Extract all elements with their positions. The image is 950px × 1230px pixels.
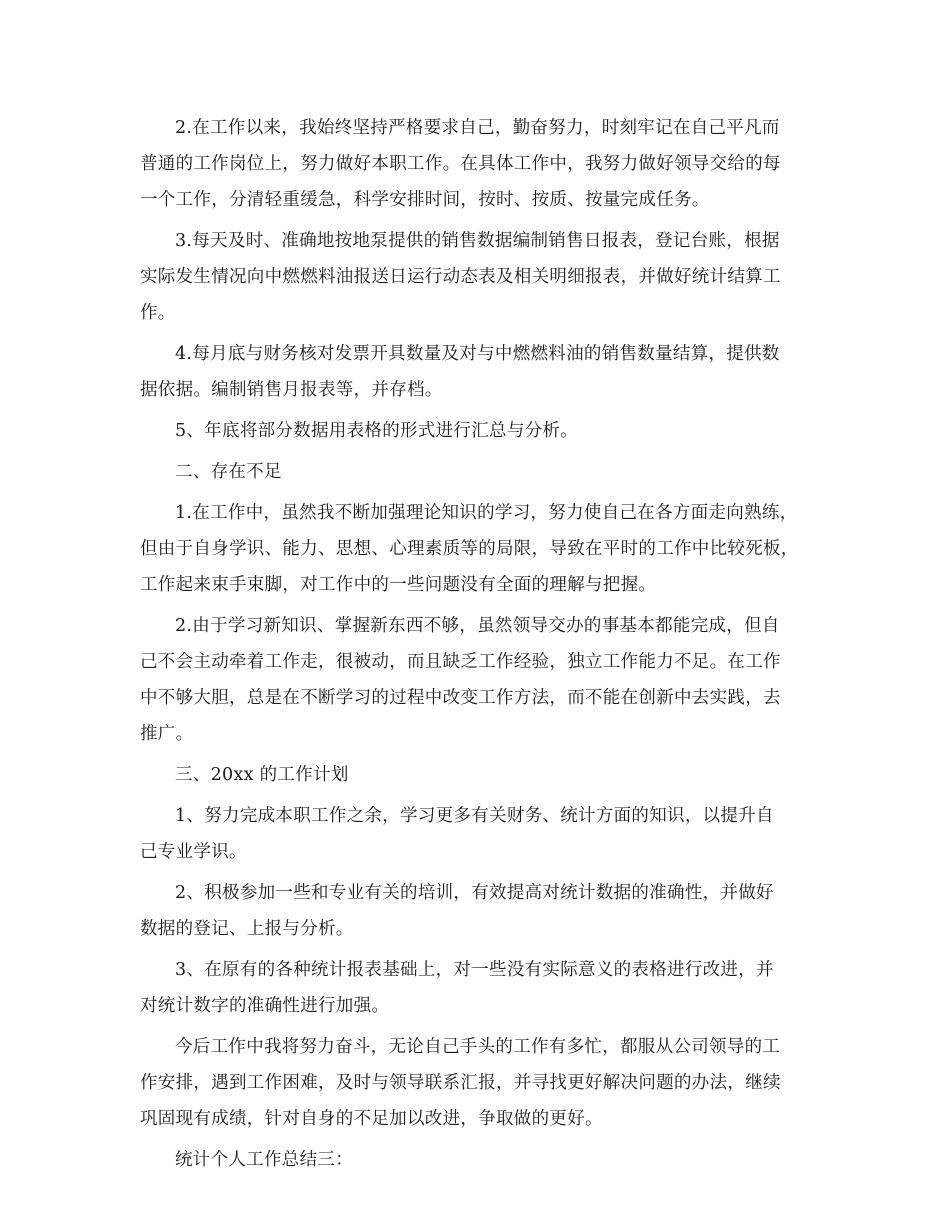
plan-item-1: 1、努力完成本职工作之余，学习更多有关财务、统计方面的知识，以提升自 己专业学识。 [140, 806, 774, 862]
plan-item-3: 3、在原有的各种统计报表基础上，对一些没有实际意义的表格进行改进，并 对统计数字的准确性进行加强。 [140, 960, 774, 1016]
paragraph-item-5: 5、年底将部分数据用表格的形式进行汇总与分析。 [175, 421, 579, 441]
paragraph-item-2: 2.在工作以来，我始终坚持严格要求自己，勤奋努力，时刻牢记在自己平凡而 普通的工作岗位上，努力做好本职工作。在具体工作中，我努力做好领导交给的每 一个工作，分清轻重缓急，科学安排时间，按时、按质、按量完成任务。 [140, 118, 781, 210]
shortcoming-item-1: 1.在工作中，虽然我不断加强理论知识的学习，努力使自己在各方面走向熟练， 但由于自身学识、能力、思想、心理素质等的局限，导致在平时的工作中比较死板， 工作起来束手束脚，对工作中的一些问题没有全面的理解与把握。 [140, 503, 799, 595]
document-body [140, 110, 820, 1183]
section-heading-work-plan: 三、20xx 的工作计划 [175, 765, 349, 785]
next-summary-heading: 统计个人工作总结三： [175, 1150, 353, 1170]
paragraph-item-3: 3.每天及时、准确地按地泵提供的销售数据编制销售日报表，登记台账，根据 实际发生情况向中燃燃料油报送日运行动态表及相关明细报表，并做好统计结算工 作。 [140, 231, 781, 323]
paragraph-item-4: 4.每月底与财务核对发票开具数量及对与中燃燃料油的销售数量结算，提供数 据依据。编制销售月报表等，并存档。 [140, 344, 780, 400]
shortcoming-item-2: 2.由于学习新知识、掌握新东西不够，虽然领导交办的事基本都能完成，但自 己不会主动牵着工作走，很被动，而且缺乏工作经验，独立工作能力不足。在工作 中不够大胆，总是在不断学习的过程中改变工作方法，而不能在创新中去实践，去 推广。 [140, 616, 781, 744]
plan-item-2: 2、积极参加一些和专业有关的培训，有效提高对统计数据的准确性，并做好 数据的登记、上报与分析。 [140, 883, 774, 939]
closing-paragraph: 今后工作中我将努力奋斗，无论自己手头的工作有多忙，都服从公司领导的工 作安排，遇到工作困难，及时与领导联系汇报，并寻找更好解决问题的办法，继续 巩固现有成绩，针对自身的不足加以改进，争取做的更好。 [140, 1037, 781, 1129]
section-heading-shortcomings: 二、存在不足 [175, 462, 282, 482]
